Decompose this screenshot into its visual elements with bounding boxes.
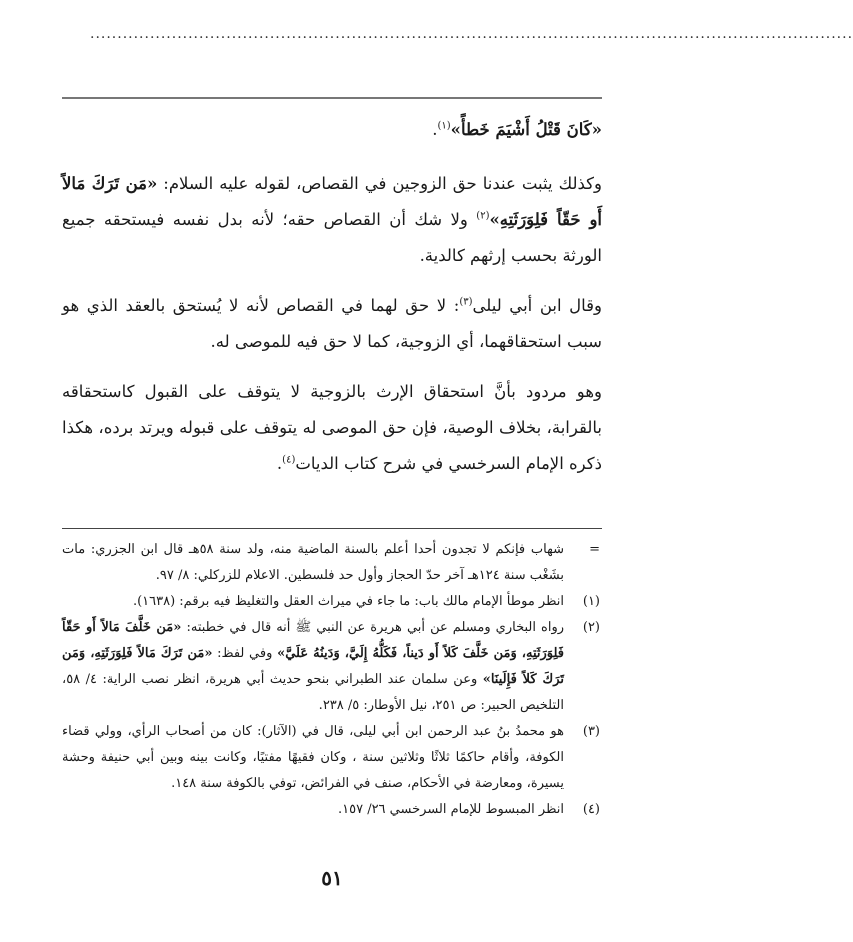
paragraph-2 <box>62 288 602 360</box>
footnote-rule <box>62 528 602 529</box>
footnote-4-text: انظر المبسوط للإمام السرخسي ٢٦/ ١٥٧. <box>337 802 564 817</box>
paragraph-2-text-a: وقال ابن أبي ليلى <box>472 296 602 315</box>
dotted-separator: ............................................................................................................................................ <box>90 26 853 42</box>
footnote-ref-2: (٢) <box>476 210 490 222</box>
hadith-quote: «كَانَ قَتْلُ أَشْيَمَ خَطأً» <box>450 120 602 139</box>
footnote-1 <box>62 589 602 615</box>
footnote-continued <box>62 537 602 589</box>
footnote-continued-mark: = <box>589 542 600 557</box>
footnote-2 <box>62 615 602 719</box>
top-rule <box>62 97 602 99</box>
paragraph-1-text-b: ولا شك أن القصاص حقه؛ لأنه بدل نفسه فيستحقه جميع الورثة بحسب إرثهم كالدية. <box>62 210 602 265</box>
paragraph-2-text-b: : لا حق لهما في القصاص لأنه لا يُستحق بالعقد الذي هو سبب استحقاقهما، أي الزوجية، كما لا حق فيه للموصى له. <box>62 296 602 351</box>
footnote-ref-3: (٣) <box>459 296 473 308</box>
footnote-2-mark: (٢) <box>582 620 600 635</box>
paragraph-1-text-a: وكذلك يثبت عندنا حق الزوجين في القصاص، لقوله عليه السلام: <box>157 174 602 193</box>
quote-paragraph: «كَانَ قَتْلُ أَشْيَمَ خَطأً»$^{(١)}$. <box>432 120 602 139</box>
footnote-1-text: انظر موطأ الإمام مالك باب: ما جاء في ميراث العقل والتغليظ فيه برقم: (١٦٣٨). <box>132 594 564 609</box>
paragraph-3-text: وهو مردود بأنَّ استحقاق الإرث بالزوجية لا يتوقف على القبول كاستحقاقه بالقرابة، بخلاف الوصية، فإن حق الموصى له يتوقف على قبوله ويرتد برده، هكذا ذكره الإمام السرخسي في شرح كتاب الديات <box>62 382 602 473</box>
paragraph-3-end: . <box>276 454 283 473</box>
footnote-2-text-c: وعن سلمان عند الطبراني بنحو حديث أبي هريرة، انظر نصب الراية: ٤/ ٥٨، التلخيص الحبير: ص ٢٥١، نيل الأوطار: ٥/ ٢٣٨. <box>62 672 564 713</box>
footnote-4 <box>62 797 602 823</box>
footnotes <box>62 537 602 823</box>
footnote-4-mark: (٤) <box>582 802 600 817</box>
paragraph-1 <box>62 166 602 274</box>
paragraph-3 <box>62 374 602 482</box>
footnote-3-text: هو محمدُ بنُ عبد الرحمن ابن أبي ليلى، قال في (الآثار): كان من أصحاب الرأي، وولي قضاء الكوفة، وأقام حاكمًا ثلاثًا وثلاثين سنة ، وكان فقيهًا مفتيًا، وكانت بينه وبين أبي حنيفة وحشة يسيرة، ومعارضة في الأحكام، صنف في الفرائض، توفي بالكوفة سنة ١٤٨. <box>62 724 564 791</box>
footnote-ref-1: (١) <box>437 120 451 132</box>
footnote-2-text-a: رواه البخاري ومسلم عن أبي هريرة عن النبي ﷺ أنه قال في خطبته: <box>181 620 564 635</box>
page-number: ٥١ <box>321 866 343 890</box>
footnote-ref-4: (٤) <box>282 454 296 466</box>
footnote-3-mark: (٣) <box>582 724 600 739</box>
footnote-continued-text: شهاب فإنكم لا تجدون أحدا أعلم بالسنة الماضية منه، ولد سنة ٥٨هـ قال ابن الجزري: مات بشَغْب سنة ١٢٤هـ آخر حدّ الحجاز وأول حد فلسطين. الاعلام للزركلي: ٨/ ٩٧. <box>62 542 564 583</box>
footnote-2-text-b: وفي لفظ: <box>212 646 278 661</box>
footnote-2-quote-1: «مَن خَلَّفَ مَالاً أَو حَقّاً فَلِوَرَثَتِهِ، وَمَن خَلَّفَ كَلاً أَو دَيناً، فَكَلُّهُ إِلَيَّ، وَدَينُهُ عَلَيَّ» <box>62 620 564 661</box>
footnote-2-quote-2: «مَن تَرَكَ مَالاً فَلِوَرَثَتِهِ، وَمَن تَرَكَ كَلاً فَإِلَينَا» <box>62 646 564 687</box>
footnote-3 <box>62 719 602 797</box>
footnote-1-mark: (١) <box>582 594 600 609</box>
hadith-quote-2: «مَن تَرَكَ مَالاً أَو حَقّاً فَلِوَرَثَتِهِ» <box>62 174 602 229</box>
main-text <box>62 112 602 496</box>
